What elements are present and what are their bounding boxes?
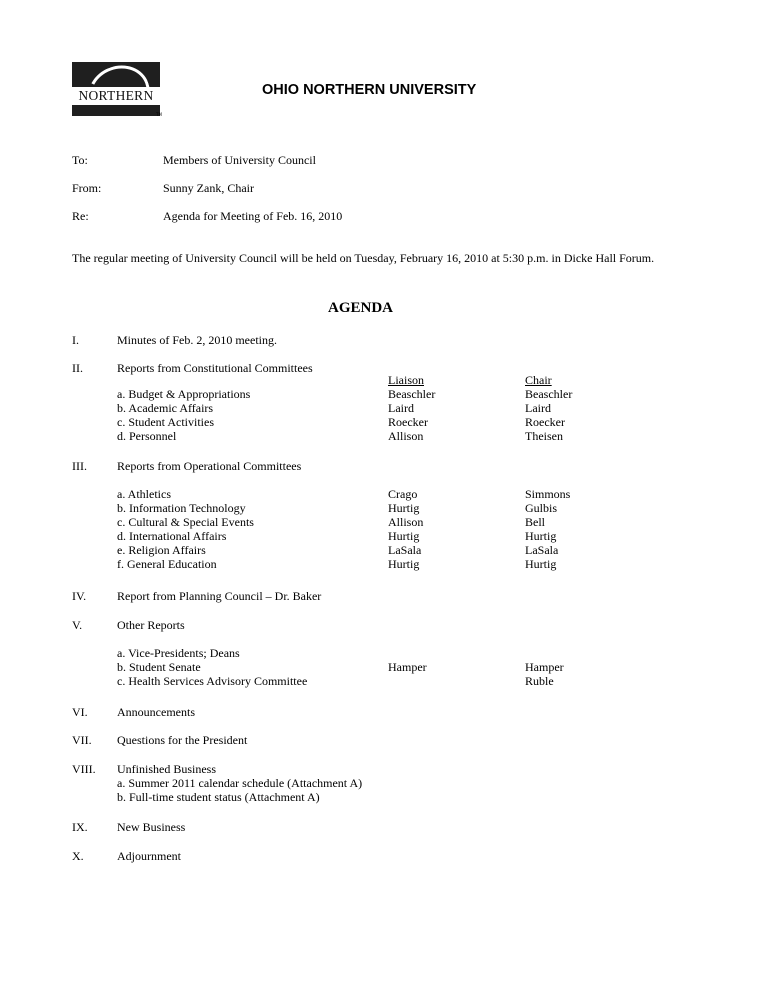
- university-name: OHIO NORTHERN UNIVERSITY: [262, 82, 477, 98]
- section-number: X.: [72, 849, 84, 863]
- report-label: c. Health Services Advisory Committee: [117, 674, 308, 688]
- re-value: Agenda for Meeting of Feb. 16, 2010: [163, 209, 343, 223]
- section-number: IV.: [72, 589, 87, 603]
- committee-label: d. Personnel: [117, 429, 177, 443]
- committee-chair: Hurtig: [525, 557, 557, 571]
- business-item: a. Summer 2011 calendar schedule (Attachment A): [117, 776, 363, 790]
- committee-chair: LaSala: [525, 543, 559, 557]
- committee-liaison: Beaschler: [388, 387, 436, 401]
- section-number: VII.: [72, 733, 92, 747]
- committee-chair: Gulbis: [525, 501, 558, 515]
- committee-label: a. Athletics: [117, 487, 171, 501]
- committee-chair: Hurtig: [525, 529, 557, 543]
- agenda-title: AGENDA: [328, 300, 394, 316]
- liaison-column-header: Liaison: [388, 373, 424, 387]
- committee-liaison: Crago: [388, 487, 418, 501]
- section-title: Questions for the President: [117, 733, 248, 747]
- report-label: b. Student Senate: [117, 660, 201, 674]
- section-title: Minutes of Feb. 2, 2010 meeting.: [117, 333, 277, 347]
- section-title: Adjournment: [117, 849, 181, 863]
- report-chair: Ruble: [525, 674, 554, 688]
- section-title: New Business: [117, 820, 186, 834]
- section-title: Unfinished Business: [117, 762, 216, 776]
- committee-label: b. Academic Affairs: [117, 401, 214, 415]
- section-title: Reports from Operational Committees: [117, 459, 302, 473]
- section-number: I.: [72, 333, 79, 347]
- committee-liaison: Hurtig: [388, 557, 420, 571]
- from-label: From:: [72, 181, 102, 195]
- section-number: V.: [72, 618, 83, 632]
- chair-column-header: Chair: [525, 373, 552, 387]
- committee-chair: Theisen: [525, 429, 563, 443]
- committee-label: d. International Affairs: [117, 529, 227, 543]
- committee-chair: Bell: [525, 515, 545, 529]
- to-label: To:: [72, 153, 88, 167]
- section-title: Announcements: [117, 705, 195, 719]
- report-chair: Hamper: [525, 660, 564, 674]
- section-title: Reports from Constitutional Committees: [117, 361, 313, 375]
- to-value: Members of University Council: [163, 153, 316, 167]
- committee-label: c. Cultural & Special Events: [117, 515, 254, 529]
- from-value: Sunny Zank, Chair: [163, 181, 254, 195]
- logo-trademark: TM: [156, 112, 162, 117]
- committee-liaison: Allison: [388, 515, 424, 529]
- section-number: II.: [72, 361, 83, 375]
- section-number: VI.: [72, 705, 88, 719]
- committee-liaison: Roecker: [388, 415, 428, 429]
- report-liaison: Hamper: [388, 660, 427, 674]
- committee-liaison: Laird: [388, 401, 414, 415]
- committee-chair: Roecker: [525, 415, 565, 429]
- committee-liaison: Allison: [388, 429, 424, 443]
- committee-label: b. Information Technology: [117, 501, 246, 515]
- committee-chair: Simmons: [525, 487, 571, 501]
- intro-paragraph: The regular meeting of University Council will be held on Tuesday, February 16, 2010 at 5:30 p.m. in Dicke Hall Forum.: [72, 251, 655, 265]
- university-logo: [70, 62, 166, 122]
- section-title: Report from Planning Council – Dr. Baker: [117, 589, 322, 603]
- committee-liaison: LaSala: [388, 543, 422, 557]
- section-title: Other Reports: [117, 618, 185, 632]
- committee-chair: Beaschler: [525, 387, 573, 401]
- business-item: b. Full-time student status (Attachment A): [117, 790, 320, 804]
- committee-label: a. Budget & Appropriations: [117, 387, 251, 401]
- committee-label: e. Religion Affairs: [117, 543, 206, 557]
- section-number: VIII.: [72, 762, 96, 776]
- section-number: IX.: [72, 820, 88, 834]
- re-label: Re:: [72, 209, 89, 223]
- section-number: III.: [72, 459, 87, 473]
- committee-liaison: Hurtig: [388, 529, 420, 543]
- committee-chair: Laird: [525, 401, 551, 415]
- committee-label: c. Student Activities: [117, 415, 214, 429]
- committee-liaison: Hurtig: [388, 501, 420, 515]
- logo-wordmark: NORTHERN: [70, 87, 162, 105]
- report-label: a. Vice-Presidents; Deans: [117, 646, 240, 660]
- committee-label: f. General Education: [117, 557, 217, 571]
